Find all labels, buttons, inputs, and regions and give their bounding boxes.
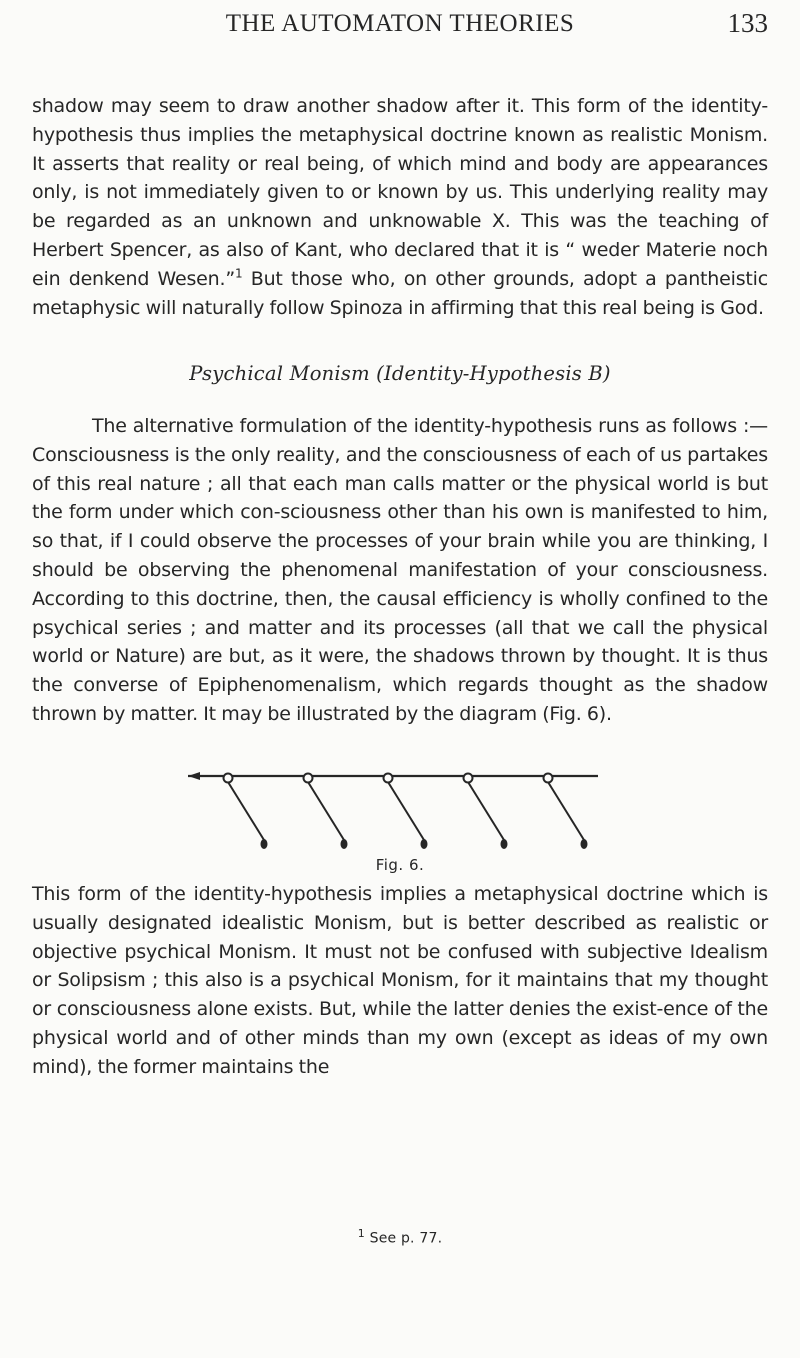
paragraph-2: The alternative formulation of the identity-hypothesis runs as follows :—Consciousness is the only reality, and the consciousness of each of us partakes of this real nature ; all that each man calls matter or the physical world is but the form under which con-sciousness other than his own is manifested to him, so that, if I could observe the processes of your brain while you are thinking, I should be observing the phenomenal manifestation of your consciousness. According to this doctrine, then, the causal efficiency is wholly confined to the psychical series ; and matter and its processes (all that we call the physical world or Nature) are but, as it were, the shadows thrown by thought. It is thus the converse of Epiphenomenalism, which regards thought as the shadow thrown by matter. It may be illustrated by the diagram (Fig. 6).	[32, 415, 768, 725]
connector-line	[228, 782, 264, 840]
upper-node	[384, 774, 393, 783]
lower-node	[261, 839, 268, 849]
paragraph-1-continued: But those who, on other grounds, adopt a pantheistic metaphysic will naturally follow Spinoza in affirming that this real being is God.	[32, 267, 768, 319]
footnote	[0, 1227, 800, 1247]
lower-node	[341, 839, 348, 849]
upper-node	[544, 774, 553, 783]
paragraph-1	[32, 92, 768, 322]
connector-line	[548, 782, 584, 840]
figure-6-diagram	[188, 772, 608, 852]
connector-line	[468, 782, 504, 840]
lower-node	[501, 839, 508, 849]
upper-node	[464, 774, 473, 783]
upper-node	[304, 774, 313, 783]
footnote-text: See p. 77.	[369, 1230, 443, 1247]
footnote-reference: 1	[235, 266, 243, 281]
section-heading: Psychical Monism (Identity-Hypothesis B)	[189, 362, 611, 385]
upper-node	[224, 774, 233, 783]
connector-line	[388, 782, 424, 840]
paragraph-3: This form of the identity-hypothesis implies a metaphysical doctrine which is usually designated idealistic Monism, but is better described as realistic or objective psychical Monism. It must not be confused with subjective Idealism or Solipsism ; this also is a psychical Monism, for it maintains that my thought or consciousness alone exists. But, while the latter denies the exist-ence of the physical world and of other minds than my own (except as ideas of my own mind), the former maintains the	[32, 883, 768, 1078]
page-number: 133	[727, 8, 768, 38]
paragraph-1-text: shadow may seem to draw another shadow after it. This form of the identity-hypothesis thus implies the metaphysical doctrine known as realistic Monism. It asserts that reality or real being, of which mind and body are appearances only, is not immediately given to or known by us. This underlying reality may be regarded as an unknown and unknowable X. This was the teaching of Herbert Spencer, as also of Kant, who declared that it is “ weder Materie noch ein denkend Wesen.”	[32, 95, 768, 290]
lower-node	[581, 839, 588, 849]
footnote-marker: 1	[357, 1227, 365, 1240]
figure-caption: Fig. 6.	[375, 856, 425, 874]
connector-line	[308, 782, 344, 840]
diagram-nodes	[224, 774, 588, 850]
lower-node	[421, 839, 428, 849]
running-head: THE AUTOMATON THEORIES	[225, 10, 575, 37]
page-header	[32, 8, 768, 48]
